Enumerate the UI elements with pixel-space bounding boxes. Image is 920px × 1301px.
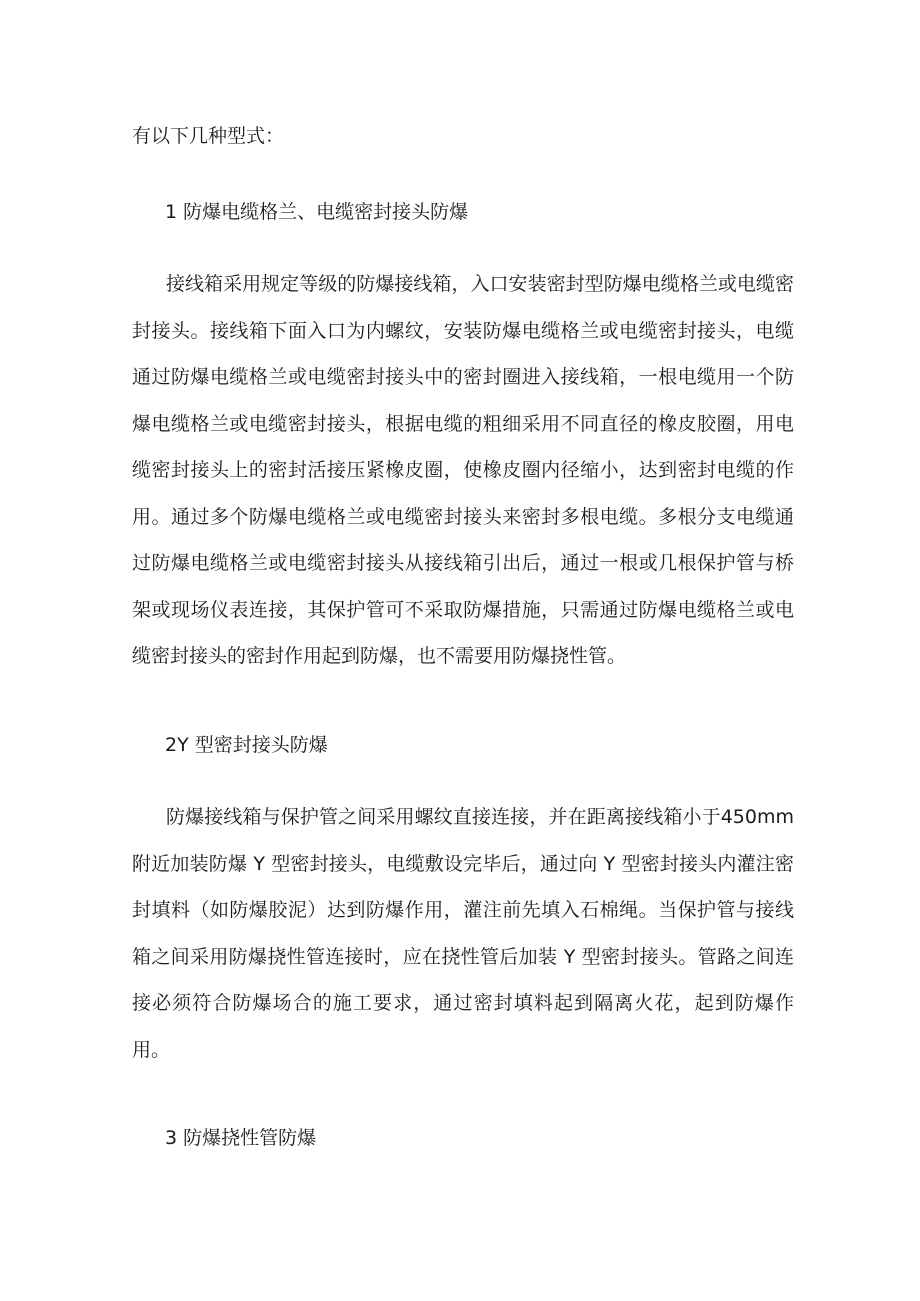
section-heading-3: 3 防爆挠性管防爆 [165,1127,317,1149]
section-heading-2: 2Y 型密封接头防爆 [165,734,328,756]
intro-text: 有以下几种型式： [132,125,285,147]
section-body-2: 防爆接线箱与保护管之间采用螺纹直接连接，并在距离接线箱小于450mm 附近加装防爆 Y 型密封接头，电缆敷设完毕后，通过向 Y 型密封接头内灌注密封填料（如防爆胶泥）达到防爆作用，灌注前先填入石棉绳。当保护管与接线箱之间采用防爆挠性管连接时，应在挠性管后加装 Y 型密封接头。管路之间连接必须符合防爆场合的施工要求，通过密封填料起到隔离火花，起到防爆作用。 [132,806,794,1061]
section-body-1: 接线箱采用规定等级的防爆接线箱，入口安装密封型防爆电缆格兰或电缆密封接头。接线箱下面入口为内螺纹，安装防爆电缆格兰或电缆密封接头，电缆通过防爆电缆格兰或电缆密封接头中的密封圈进入接线箱，一根电缆用一个防爆电缆格兰或电缆密封接头，根据电缆的粗细采用不同直径的橡皮胶圈，用电缆密封接头上的密封活接压紧橡皮圈，使橡皮圈内径缩小，达到密封电缆的作用。通过多个防爆电缆格兰或电缆密封接头来密封多根电缆。多根分支电缆通过防爆电缆格兰或电缆密封接头从接线箱引出后，通过一根或几根保护管与桥架或现场仪表连接，其保护管可不采取防爆措施，只需通过防爆电缆格兰或电缆密封接头的密封作用起到防爆，也不需要用防爆挠性管。 [132,273,794,667]
section-heading-1: 1 防爆电缆格兰、电缆密封接头防爆 [165,201,469,223]
